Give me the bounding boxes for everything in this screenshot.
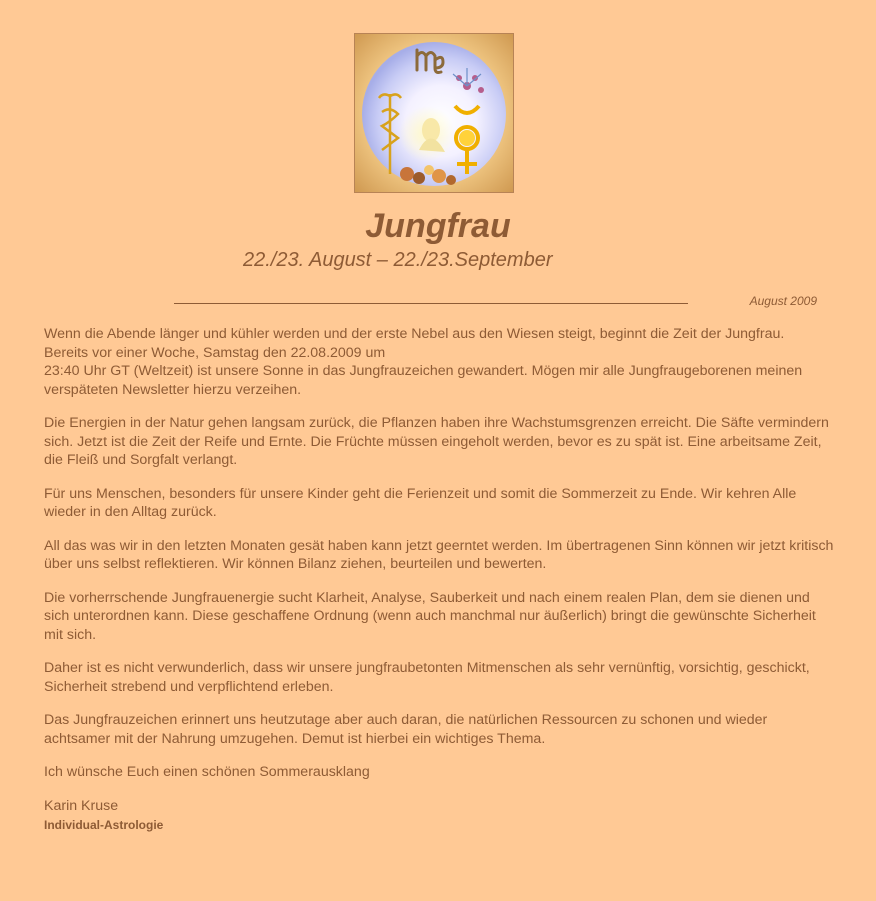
page-title: Jungfrau [365,207,511,245]
virgo-zodiac-artwork [355,34,513,192]
intro-line-3: 23:40 Uhr GT (Weltzeit) ist unsere Sonne in das Jungfrauzeichen gewandert. Mögen mir alle Jungfraugeborenen meinen verspäteten Newsletter hierzu verzeihen. [44,363,803,398]
intro-line-1: Wenn die Abende länger und kühler werden und der erste Nebel aus den Wiesen steigt, beginnt die Zeit der Jungfrau. [44,326,785,342]
paragraph-holidays: Für uns Menschen, besonders für unsere Kinder geht die Ferienzeit und somit die Sommerzeit zu Ende. Wir kehren Alle wieder in den Alltag zurück. [44,485,797,520]
intro-line-2: Bereits vor einer Woche, Samstag den 22.08.2009 um [44,344,386,361]
divider-line [174,303,688,304]
paragraph-clarity: Die vorherrschende Jungfrauenergie sucht Klarheit, Analyse, Sauberkeit und nach einem realen Plan, dem sie dienen und sich unterordnen kann. Diese geschaffene Ordnung (wenn auch manchmal nur äußerlich) bringt die gewünschte Sicherheit mit sich. [44,589,816,643]
article-body [44,325,834,835]
paragraph-harvest: All das was wir in den letzten Monaten gesät haben kann jetzt geerntet werden. Im übertragenen Sinn können wir jetzt kritisch über uns selbst reflektieren. Wir können Bilanz ziehen, beurteilen und bewerten. [44,537,834,572]
paragraph-resources: Das Jungfrauzeichen erinnert uns heutzutage aber auch daran, die natürlichen Ressourcen zu schonen und wieder achtsamer mit der Nahrung umzugehen. Demut ist hierbei ein wichtiges Thema. [44,712,768,747]
author-name: Karin Kruse [44,797,119,814]
issue-date: August 2009 [749,294,817,308]
intro-paragraph [44,325,834,399]
paragraph-closing-wish: Ich wünsche Euch einen schönen Sommerausklang [44,764,370,780]
paragraph-fellow-humans: Daher ist es nicht verwunderlich, dass wir unsere jungfraubetonten Mitmenschen als sehr vernünftig, vorsichtig, geschickt, Sicherheit strebend und verpflichtend erleben. [44,660,810,695]
author-subtitle: Individual-Astrologie [44,818,164,832]
virgo-zodiac-image [354,33,514,193]
date-range: 22./23. August – 22./23.September [243,249,553,271]
paragraph-energies: Die Energien in der Natur gehen langsam zurück, die Pflanzen haben ihre Wachstumsgrenzen erreicht. Die Säfte vermindern sich. Jetzt ist die Zeit der Reife und Ernte. Die Früchte müssen eingeholt werden, bevor es zu spät ist. Eine arbeitsame Zeit, die Fleiß und Sorgfalt verlangt. [44,415,829,468]
